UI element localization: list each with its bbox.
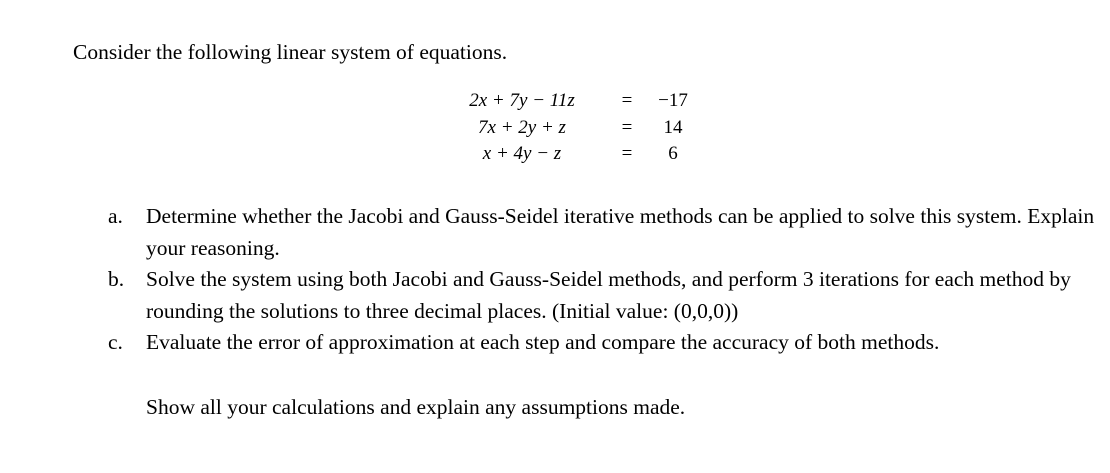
question-item-c [108,327,1098,359]
question-text: Solve the system using both Jacobi and Gauss-Seidel methods, and perform 3 iterations for each method by rounding the solutions to three decimal places. (Initial value: (0,0,0)) [146,267,1071,323]
equation-rhs: 14 [663,116,683,138]
question-marker: a. [108,204,123,228]
question-item-a [108,201,1098,264]
equals-sign: = [621,143,633,165]
equation-lhs: 7x + 2y + z [478,116,566,138]
question-item-b [108,264,1098,327]
closing-instruction: Show all your calculations and explain any assumptions made. [146,395,686,419]
equation-system [432,88,704,168]
equals-sign: = [621,116,633,138]
equals-sign: = [621,90,633,112]
question-marker: c. [108,330,123,354]
equation-row [432,88,704,115]
equation-rhs: −17 [658,90,688,112]
question-text: Evaluate the error of approximation at each step and compare the accuracy of both methods. [146,330,940,354]
equation-lhs: 2x + 7y − 11z [469,90,575,112]
equation-lhs: x + 4y − z [482,143,562,165]
question-text: Determine whether the Jacobi and Gauss-Seidel iterative methods can be applied to solve this system. Explain your reasoning. [146,204,1095,260]
equation-row [432,115,704,142]
question-list [108,201,1098,359]
question-marker: b. [108,267,125,291]
equation-row [432,141,704,168]
intro-text: Consider the following linear system of equations. [73,40,508,64]
equation-rhs: 6 [668,143,678,165]
